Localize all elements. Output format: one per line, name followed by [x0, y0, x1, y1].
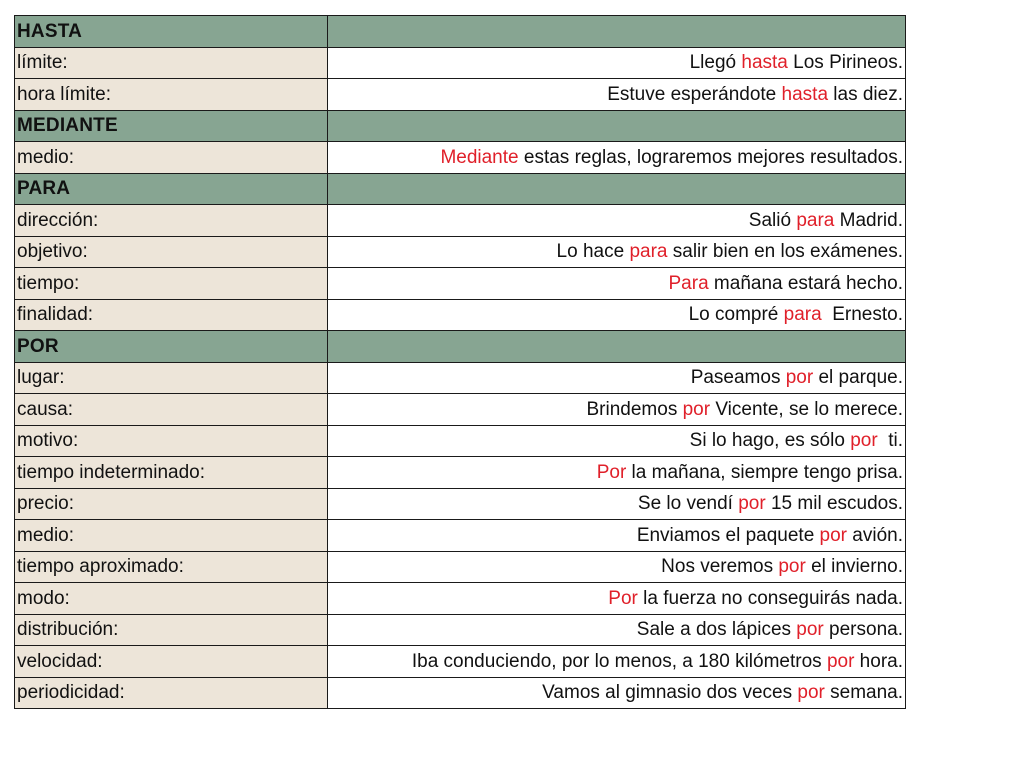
usage-label-cell: tiempo indeterminado:: [15, 457, 328, 489]
section-header-empty-cell: [328, 110, 906, 142]
sentence-text-before: Se lo vendí: [637, 493, 739, 515]
sentence-text-after: persona.: [823, 619, 903, 641]
sentence-text-after: la mañana, siempre tengo prisa.: [626, 461, 903, 483]
section-header-empty-cell: [328, 173, 906, 205]
section-header-empty-cell: [328, 331, 906, 363]
table-row: [15, 79, 906, 111]
table-row: [15, 551, 906, 583]
sentence-text-before: Salió: [748, 209, 797, 231]
usage-label-cell: precio:: [15, 488, 328, 520]
sentence-text-before: Enviamos el paquete: [636, 524, 820, 546]
sentence-text-after: Vicente, se lo merece.: [710, 398, 903, 420]
section-header-label: POR: [15, 331, 328, 363]
preposition-keyword: por: [778, 556, 806, 578]
sentence-text-before: Vamos al gimnasio dos veces: [542, 682, 798, 704]
sentence-text-before: Llegó: [689, 52, 742, 74]
example-sentence-cell: [328, 583, 906, 615]
section-header-label: PARA: [15, 173, 328, 205]
preposition-keyword: hasta: [781, 83, 829, 105]
usage-label-cell: velocidad:: [15, 646, 328, 678]
usage-label-cell: medio:: [15, 520, 328, 552]
sentence-text-after: el parque.: [813, 367, 903, 389]
example-sentence-cell: [328, 646, 906, 678]
sentence-text-before: Lo hace: [556, 241, 630, 263]
sentence-text-after: semana.: [824, 682, 903, 704]
preposition-keyword: Mediante: [440, 146, 519, 168]
sentence-text-after: ti.: [877, 430, 903, 452]
usage-label-cell: causa:: [15, 394, 328, 426]
example-sentence-cell: [328, 236, 906, 268]
preposition-keyword: por: [738, 493, 766, 515]
sentence-text-before: Estuve esperándote: [607, 83, 782, 105]
section-header-row: [15, 173, 906, 205]
example-sentence-cell: [328, 677, 906, 709]
table-row: [15, 614, 906, 646]
preposition-keyword: Por: [596, 461, 627, 483]
sentence-text-before: Paseamos: [690, 367, 786, 389]
preposition-table: [14, 15, 906, 709]
example-sentence-cell: [328, 457, 906, 489]
example-sentence-cell: [328, 299, 906, 331]
sentence-text-before: Si lo hago, es sólo: [689, 430, 851, 452]
usage-label-cell: motivo:: [15, 425, 328, 457]
table-row: [15, 520, 906, 552]
example-sentence-cell: [328, 142, 906, 174]
sentence-text-after: avión.: [847, 524, 903, 546]
example-sentence-cell: [328, 551, 906, 583]
sentence-text-after: Ernesto.: [821, 304, 903, 326]
preposition-keyword: Para: [668, 272, 709, 294]
sentence-text-before: Nos veremos: [661, 556, 779, 578]
example-sentence-cell: [328, 362, 906, 394]
usage-label-cell: tiempo:: [15, 268, 328, 300]
usage-label-cell: modo:: [15, 583, 328, 615]
example-sentence-cell: [328, 394, 906, 426]
usage-label-cell: periodicidad:: [15, 677, 328, 709]
sentence-text-after: las diez.: [828, 83, 903, 105]
table-row: [15, 425, 906, 457]
usage-label-cell: tiempo aproximado:: [15, 551, 328, 583]
sentence-text-after: mañana estará hecho.: [708, 272, 903, 294]
example-sentence-cell: [328, 47, 906, 79]
section-header-label: MEDIANTE: [15, 110, 328, 142]
sentence-text-before: Lo compré: [688, 304, 784, 326]
table-body: [15, 16, 906, 709]
preposition-keyword: para: [629, 241, 668, 263]
table-row: [15, 394, 906, 426]
preposition-keyword: por: [785, 367, 814, 389]
table-row: [15, 488, 906, 520]
section-header-row: [15, 331, 906, 363]
table-row: [15, 268, 906, 300]
table-row: [15, 142, 906, 174]
example-sentence-cell: [328, 425, 906, 457]
preposition-keyword: por: [826, 650, 855, 672]
section-header-row: [15, 16, 906, 48]
usage-label-cell: distribución:: [15, 614, 328, 646]
table-row: [15, 236, 906, 268]
example-sentence-cell: [328, 205, 906, 237]
preposition-keyword: por: [819, 524, 848, 546]
table-row: [15, 646, 906, 678]
example-sentence-cell: [328, 268, 906, 300]
sentence-text-after: la fuerza no conseguirás nada.: [637, 587, 903, 609]
preposition-keyword: hasta: [741, 52, 788, 74]
sentence-text-after: salir bien en los exámenes.: [667, 241, 903, 263]
section-header-row: [15, 110, 906, 142]
usage-label-cell: dirección:: [15, 205, 328, 237]
sentence-text-after: hora.: [854, 650, 903, 672]
table-row: [15, 457, 906, 489]
preposition-keyword: por: [682, 398, 711, 420]
preposition-keyword: por: [797, 682, 825, 704]
table-row: [15, 362, 906, 394]
section-header-label: HASTA: [15, 16, 328, 48]
usage-label-cell: finalidad:: [15, 299, 328, 331]
table-row: [15, 47, 906, 79]
sentence-text-before: Iba conduciendo, por lo menos, a 180 kilómetros: [411, 650, 827, 672]
table-row: [15, 205, 906, 237]
section-header-empty-cell: [328, 16, 906, 48]
preposition-keyword: para: [796, 209, 835, 231]
example-sentence-cell: [328, 614, 906, 646]
table-row: [15, 583, 906, 615]
sentence-text-after: Los Pirineos.: [787, 52, 903, 74]
sentence-text-after: el invierno.: [805, 556, 903, 578]
example-sentence-cell: [328, 79, 906, 111]
usage-label-cell: objetivo:: [15, 236, 328, 268]
sentence-text-before: Brindemos: [586, 398, 683, 420]
table-row: [15, 677, 906, 709]
sentence-text-after: estas reglas, lograremos mejores resultados.: [518, 146, 903, 168]
sentence-text-before: Sale a dos lápices: [636, 619, 797, 641]
sentence-text-after: 15 mil escudos.: [765, 493, 903, 515]
usage-label-cell: medio:: [15, 142, 328, 174]
preposition-keyword: para: [783, 304, 822, 326]
table-row: [15, 299, 906, 331]
example-sentence-cell: [328, 520, 906, 552]
usage-label-cell: hora límite:: [15, 79, 328, 111]
usage-label-cell: lugar:: [15, 362, 328, 394]
usage-label-cell: límite:: [15, 47, 328, 79]
sentence-text-after: Madrid.: [834, 209, 903, 231]
preposition-keyword: por: [796, 619, 824, 641]
preposition-keyword: Por: [608, 587, 638, 609]
preposition-keyword: por: [850, 430, 878, 452]
example-sentence-cell: [328, 488, 906, 520]
